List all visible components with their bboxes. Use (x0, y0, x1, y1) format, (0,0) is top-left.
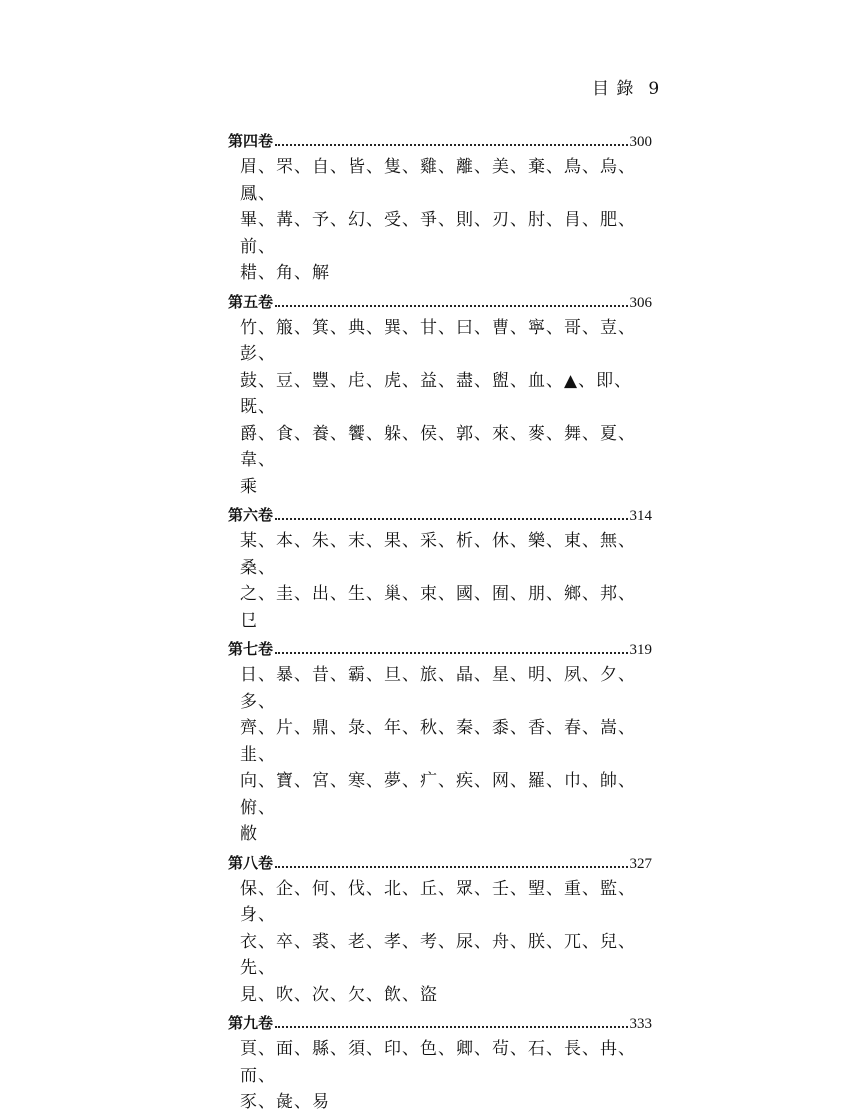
character-list (228, 154, 652, 287)
section-page: 306 (629, 294, 652, 311)
character-line: 鼓、豆、豐、虍、虎、益、盡、盥、血、▲、即、既、 (240, 370, 633, 417)
section-page: 333 (629, 1016, 652, 1032)
toc-section (228, 291, 652, 501)
character-list (228, 662, 652, 848)
section-title: 第七卷 (228, 640, 274, 658)
character-line: 乘 (240, 476, 258, 497)
section-title: 第九卷 (228, 1014, 274, 1032)
section-page: 327 (629, 855, 652, 872)
character-line: 眉、罘、自、皆、隻、雞、離、美、棄、鳥、烏、鳳、 (240, 157, 636, 204)
character-line: 向、寶、宮、寒、夢、疒、疾、网、羅、巾、帥、俯、 (240, 771, 636, 818)
table-of-contents (228, 128, 652, 1120)
section-title: 第四卷 (228, 132, 274, 150)
header-title: 目 錄 (592, 79, 635, 99)
toc-section (228, 1012, 652, 1116)
toc-entry-heading (228, 638, 652, 662)
character-list (228, 876, 652, 1009)
dot-leader (275, 304, 627, 307)
toc-entry-heading (228, 852, 652, 876)
character-line: 畢、冓、予、幻、受、爭、則、刃、肘、肙、肥、前、 (240, 210, 636, 257)
character-line: 日、暴、昔、霸、旦、旅、晶、星、明、夙、夕、多、 (240, 665, 636, 712)
section-title: 第八卷 (228, 853, 274, 872)
character-list (228, 528, 652, 634)
dot-leader (275, 651, 627, 654)
dot-leader (275, 865, 627, 868)
section-title: 第五卷 (228, 292, 274, 311)
character-list (228, 315, 652, 501)
character-line: 保、企、何、伐、北、丘、眾、壬、朢、重、監、身、 (240, 878, 636, 925)
toc-entry-heading (228, 291, 652, 315)
toc-entry-heading (228, 504, 652, 528)
character-line: 竹、箙、箕、典、巽、甘、曰、曹、寧、哥、壴、彭、 (240, 317, 636, 364)
character-line: 之、圭、出、生、巢、束、國、囿、朋、鄉、邦、㔾 (240, 584, 636, 631)
character-line: 耤、角、解 (240, 263, 330, 283)
character-line: 敝 (240, 824, 258, 844)
section-title: 第六卷 (228, 506, 274, 524)
dot-leader (275, 143, 627, 146)
dot-leader (275, 1025, 627, 1028)
section-page: 319 (629, 642, 652, 658)
character-line: 爵、食、養、饗、躲、侯、郭、來、麥、舞、夏、韋、 (240, 423, 636, 470)
toc-section (228, 130, 652, 287)
character-line: 見、吹、次、欠、飲、盜 (240, 984, 438, 1005)
dot-leader (275, 517, 627, 520)
section-page: 314 (629, 508, 652, 524)
toc-section (228, 852, 652, 1009)
character-list (228, 1036, 652, 1116)
page-header (592, 74, 660, 99)
character-line: 頁、面、縣、須、印、色、卿、茍、石、長、冉、而、 (240, 1039, 636, 1086)
page-number: 9 (648, 79, 661, 99)
toc-entry-heading (228, 1012, 652, 1036)
toc-section (228, 504, 652, 634)
section-page: 300 (629, 134, 652, 150)
toc-entry-heading (228, 130, 652, 154)
character-line: 豕、彘、易 (240, 1092, 330, 1112)
character-line: 衣、卒、裘、老、孝、考、尿、舟、朕、兀、兒、先、 (240, 931, 636, 978)
toc-section (228, 638, 652, 848)
character-line: 齊、片、鼎、彔、年、秋、秦、黍、香、春、嵩、韭、 (240, 718, 636, 765)
character-line: 某、本、朱、末、果、采、析、休、樂、東、無、桑、 (240, 531, 636, 578)
